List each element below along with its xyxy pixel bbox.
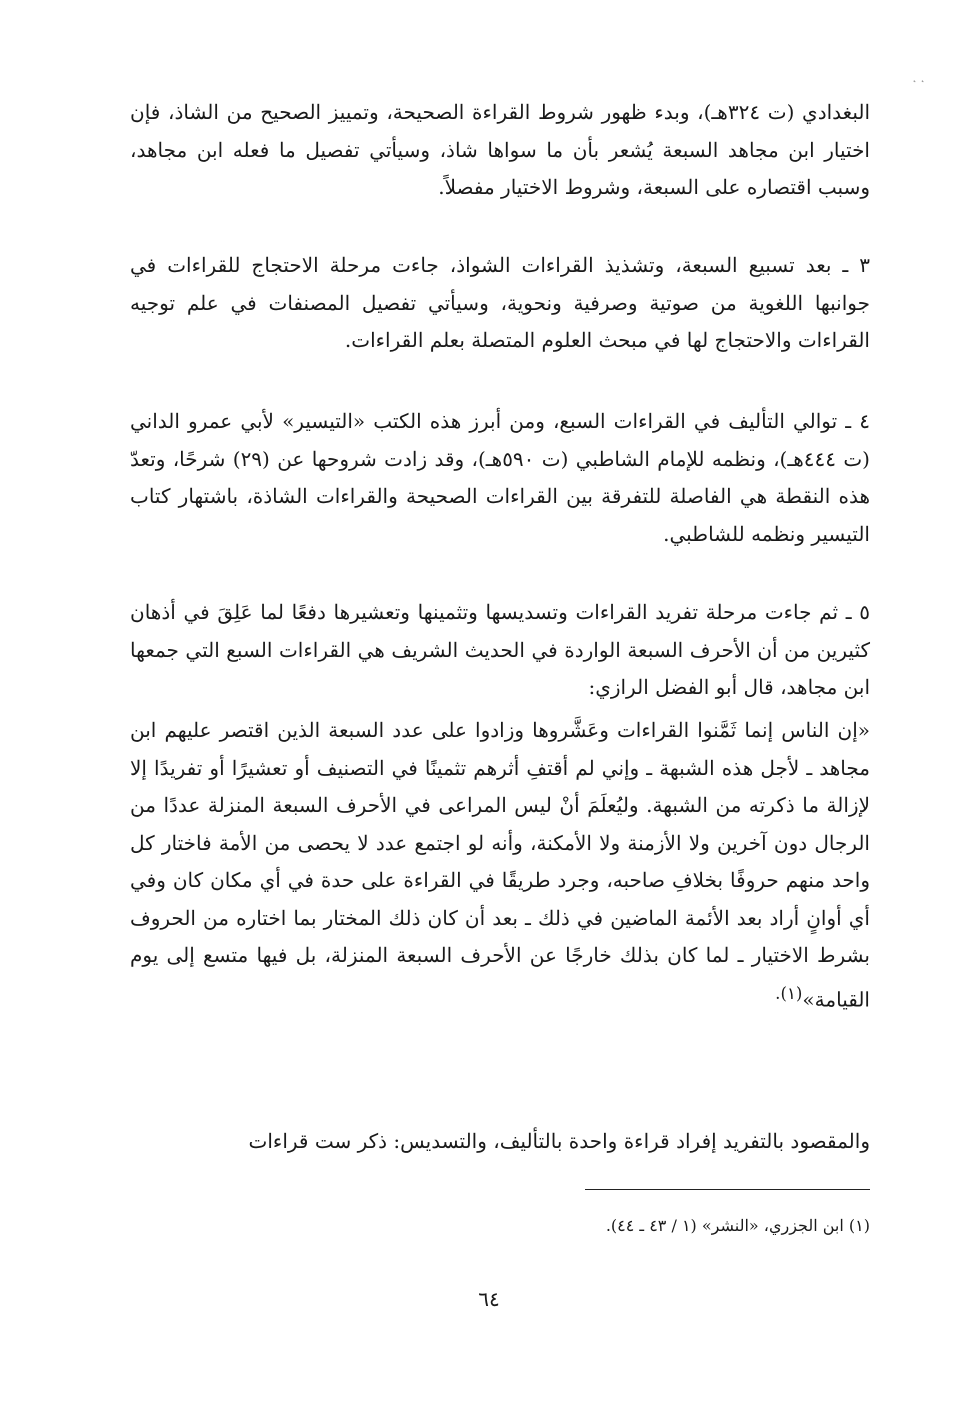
page-number: ٦٤	[478, 1287, 500, 1311]
footnote-reference: (١).	[775, 983, 803, 1003]
quotation-text: «إن الناس إنما ثَمَّنوا القراءات وعَشَّروها وزادوا على عدد السبعة الذين اقتصر عليهم ابن مجاهد ـ لأجل هذه الشبهة ـ وإني لم أقتفِ أثرهم تثمينًا في التصنيف أو تعشيرًا أو تفريدًا إلا لإزالة ما ذكرته من الشبهة. وليُعلَمَ أنْ ليس المراعى في الأحرف السبعة المنزلة عددًا من الرجال دون آخرين ولا الأزمنة ولا الأمكنة، وأنه لو اجتمع عدد لا يحصى من الأمة فاختار كل واحد منهم حروفًا بخلافِ صاحبه، وجرد طريقًا في القراءة على حدة في أي مكان كان وفي أي أوانٍ أراد بعد الأئمة الماضين في ذلك ـ بعد أن كان ذلك المختار بما اختاره من الحروف بشرط الاختيار ـ لما كان بذلك خارجًا عن الأحرف السبعة المنزلة، بل فيها متسع إلى يوم القيامة»	[130, 718, 870, 1012]
footnote: (١) ابن الجزري، «النشر» (١ / ٤٣ ـ ٤٤).	[605, 1216, 870, 1235]
footnote-separator	[585, 1189, 870, 1190]
scan-speck: ˛ ˛	[912, 72, 926, 83]
paragraph-4: ٥ ـ ثم جاءت مرحلة تفريد القراءات وتسديسها وتثمينها وتعشيرها دفعًا لما عَلِقَ في أذهان كثيرين من أن الأحرف السبعة الواردة في الحديث الشريف هي القراءات السبع التي جمعها ابن مجاهد، قال أبو الفضل الرازي:	[130, 600, 870, 699]
paragraph-2: ٣ ـ بعد تسبيع السبعة، وتشذيذ القراءات الشواذ، جاءت مرحلة الاحتجاج للقراءات في جوانبها اللغوية من صوتية وصرفية ونحوية، وسيأتي تفصيل المصنفات في علم توجيه القراءات والاحتجاج لها في مبحث العلوم المتصلة بعلم القراءات.	[130, 253, 870, 352]
paragraph-3: ٤ ـ توالي التأليف في القراءات السبع، ومن أبرز هذه الكتب «التيسير» لأبي عمرو الداني (ت ٤٤٤هـ)، ونظمه للإمام الشاطبي (ت ٥٩٠هـ)، وقد زادت شروحها عن (٢٩) شرحًا، وتعدّ هذه النقطة هي الفاصلة للتفرقة بين القراءات الصحيحة والقراءات الشاذة، باشتهار كتاب التيسير ونظمه للشاطبي.	[130, 409, 870, 546]
quotation-paragraph	[130, 712, 870, 1019]
paragraph-1: البغدادي (ت ٣٢٤هـ)، وبدء ظهور شروط القراءة الصحيحة، وتمييز الصحيح من الشاذ، فإن اختيار ابن مجاهد السبعة يُشعر بأن ما سواها شاذ، وسيأتي تفصيل ما فعله ابن مجاهد، وسبب اقتصاره على السبعة، وشروط الاختيار مفصلاً.	[130, 100, 871, 199]
paragraph-6: والمقصود بالتفريد إفراد قراءة واحدة بالتأليف، والتسديس: ذكر ست قراءات	[248, 1129, 870, 1153]
